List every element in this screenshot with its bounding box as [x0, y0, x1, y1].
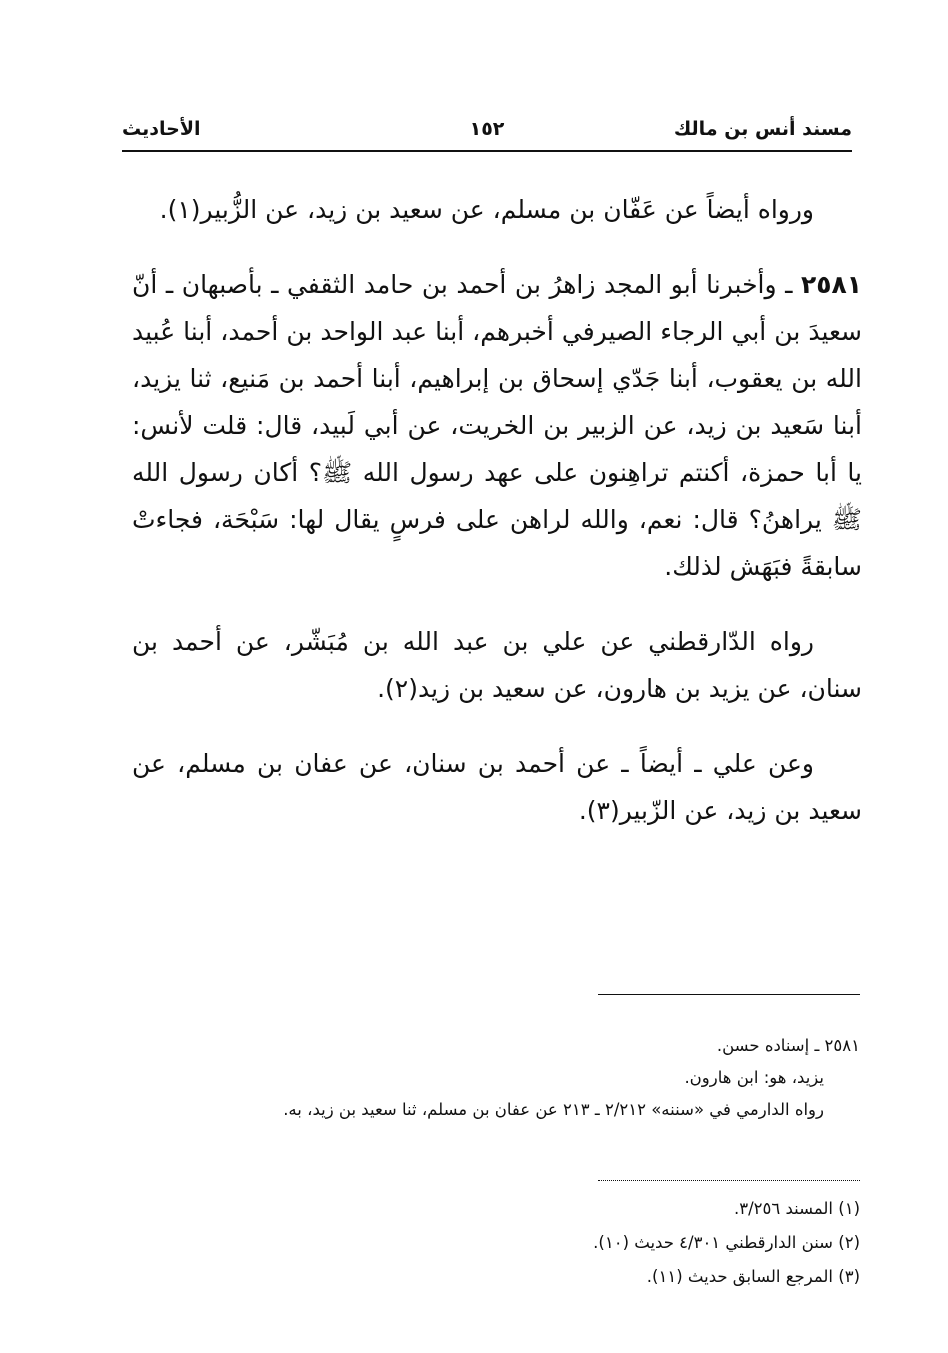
commentary-notes — [132, 1030, 860, 1126]
hadith-text: ـ وأخبرنا أبو المجد زاهرُ بن أحمد بن حامد الثقفي ـ بأصبهان ـ أنّ سعيدَ بن أبي الرجاء الصيرفي أخبرهم، أبنا عبد الواحد بن أحمد، أبنا عُبيد الله بن يعقوب، أبنا جَدّي إسحاق بن إبراهيم، أبنا أحمد بن مَنيع، ثنا يزيد، أبنا سَعيد بن زيد، عن الزبير بن الخريت، عن أبي لَبيد، قال: قلت لأنس: يا أبا حمزة، أكنتم تراهِنون على عهد رسول الله ﷺ؟ أكان رسول الله ﷺ يراهنُ؟ قال: نعم، والله لراهن على فرسٍ يقال لها: سَبْحَة، فجاءتْ سابقةً فبَهَش لذلك. — [132, 270, 862, 581]
reference-2: (٢) سنن الدارقطني ٤/٣٠١ حديث (١٠). — [593, 1233, 860, 1252]
hadith-paragraph — [132, 261, 862, 590]
header-section-title: الأحاديث — [122, 118, 201, 140]
running-header — [122, 112, 852, 152]
page-number: ١٥٢ — [469, 118, 505, 140]
main-text — [132, 186, 862, 862]
paragraph-3: رواه الدّارقطني عن علي بن عبد الله بن مُبَشّر، عن أحمد بن سنان، عن يزيد بن هارون، عن سعيد بن زيد(٢). — [132, 627, 862, 703]
paragraph-4: وعن علي ـ أيضاً ـ عن أحمد بن سنان، عن عفان بن مسلم، عن سعيد بن زيد، عن الزّبير(٣). — [132, 749, 862, 825]
paragraph-1: ورواه أيضاً عن عَفّان بن مسلم، عن سعيد بن زيد، عن الزُّبير(١). — [159, 195, 814, 224]
footnote-references — [132, 1192, 860, 1294]
references-divider — [598, 1180, 860, 1181]
note-line-1: ٢٥٨١ ـ إسناده حسن. — [716, 1036, 860, 1055]
footnote-divider — [598, 994, 860, 995]
note-line-3: رواه الدارمي في «سننه» ٢/٢١٢ ـ ٢١٣ عن عفان بن مسلم، ثنا سعيد بن زيد، به. — [283, 1100, 824, 1119]
reference-1: (١) المسند ٣/٢٥٦. — [733, 1199, 860, 1218]
reference-3: (٣) المرجع السابق حديث (١١). — [646, 1267, 860, 1286]
header-divider — [122, 150, 852, 152]
note-line-2: يزيد، هو: ابن هارون. — [684, 1068, 824, 1087]
header-book-title: مسند أنس بن مالك — [673, 118, 852, 140]
hadith-number: ٢٥٨١ — [800, 270, 862, 299]
